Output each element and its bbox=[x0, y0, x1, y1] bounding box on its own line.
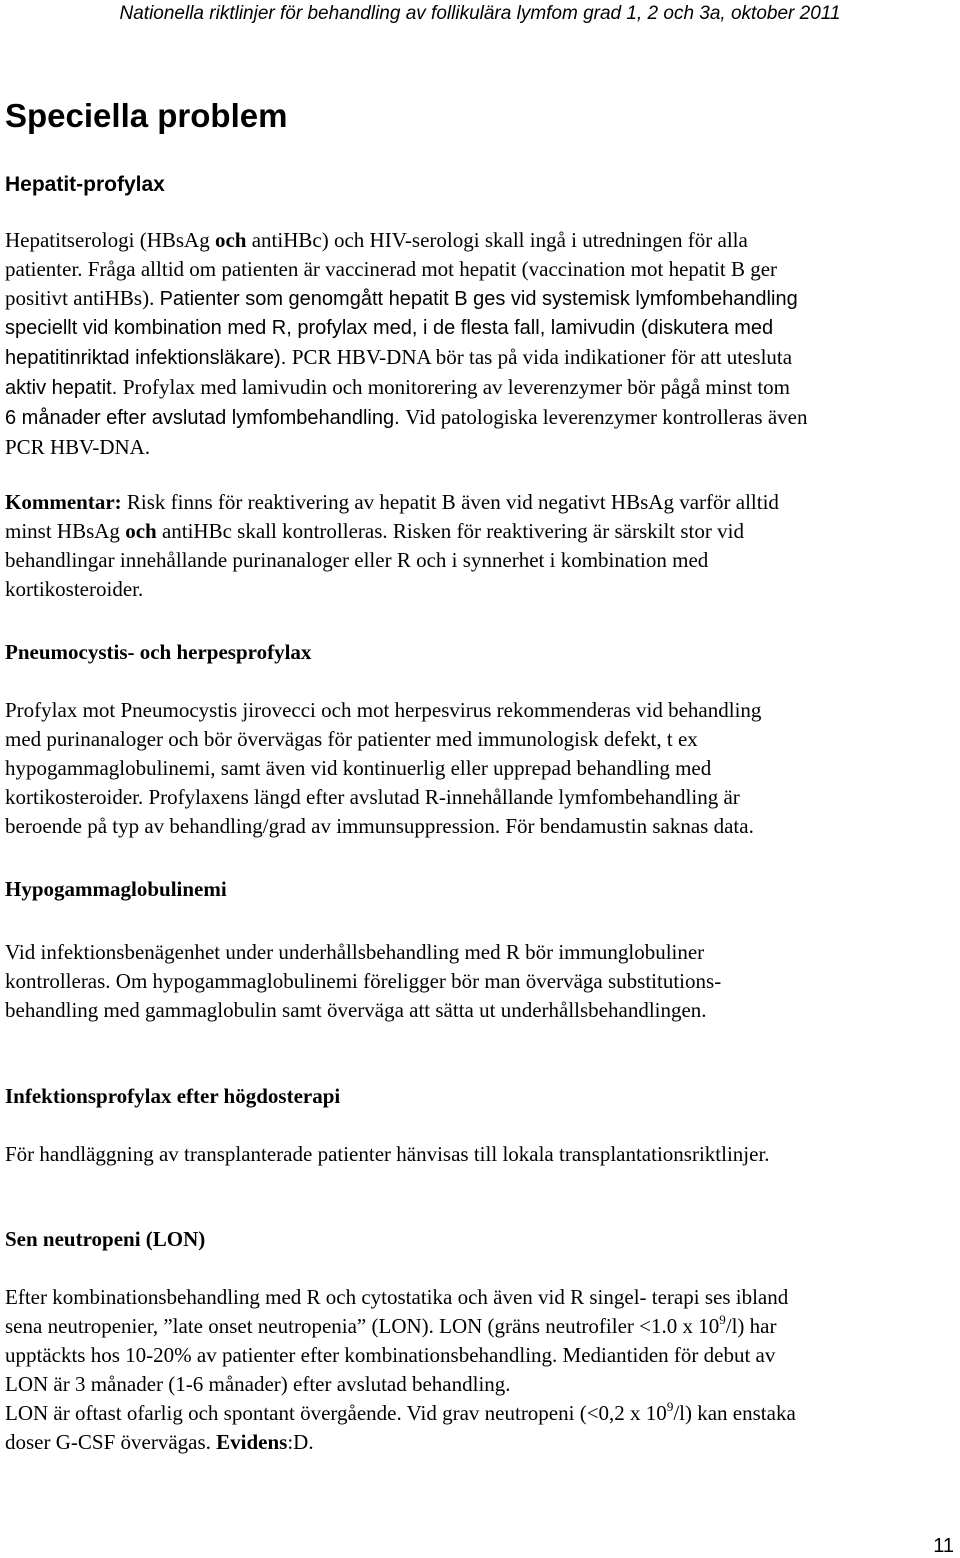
paragraph-hepatit-comment bbox=[5, 488, 957, 604]
text-line: aktiv hepatit. Profylax med lamivudin och monitorering av leverenzymer bör pågå minst tom bbox=[5, 375, 791, 399]
text-line: behandlingar innehållande purinanaloger eller R och i synnerhet i kombination med bbox=[5, 548, 709, 572]
section-heading-hepatit: Hepatit-profylax bbox=[5, 173, 165, 196]
text-line: PCR HBV-DNA. bbox=[5, 435, 151, 459]
text-line: kortikosteroider. bbox=[5, 577, 144, 601]
text-line: positivt antiHBs). Patienter som genomgått hepatit B ges vid systemisk lymfombehandling bbox=[5, 286, 798, 310]
section-heading-sen-neutropeni: Sen neutropeni (LON) bbox=[5, 1227, 206, 1251]
comment-label: Kommentar: bbox=[5, 490, 122, 514]
text-line: hypogammaglobulinemi, samt även vid kontinuerlig eller upprepad behandling med bbox=[5, 756, 712, 780]
text-line: minst HBsAg och antiHBc skall kontrolleras. Risken för reaktivering är särskilt stor vid bbox=[5, 519, 744, 543]
text-line: Kommentar: Risk finns för reaktivering av hepatit B även vid negativt HBsAg varför alltid bbox=[5, 490, 779, 514]
paragraph-sen-neutropeni bbox=[5, 1283, 957, 1457]
section-heading-infektionsprofylax: Infektionsprofylax efter högdosterapi bbox=[5, 1084, 341, 1108]
paragraph-pneumocystis bbox=[5, 696, 957, 841]
text-line: doser G-CSF övervägas. Evidens:D. bbox=[5, 1430, 314, 1454]
paragraph-hypogammaglobulinemi bbox=[5, 938, 957, 1025]
text-line: upptäckts hos 10-20% av patienter efter kombinationsbehandling. Mediantiden för debut av bbox=[5, 1343, 776, 1367]
paragraph-hepatit-serology bbox=[5, 226, 957, 462]
section-heading-hypogammaglobulinemi: Hypogammaglobulinemi bbox=[5, 877, 227, 901]
text-line: behandling med gammaglobulin samt överväga att sätta ut underhållsbehandlingen. bbox=[5, 998, 707, 1022]
evidence-label: Evidens bbox=[216, 1430, 288, 1454]
text-line: Hepatitserologi (HBsAg och antiHBc) och HIV-serologi skall ingå i utredningen för alla bbox=[5, 228, 748, 252]
paragraph-infektionsprofylax bbox=[5, 1140, 957, 1169]
text-line: För handläggning av transplanterade patienter hänvisas till lokala transplantationsriktlinjer. bbox=[5, 1142, 770, 1166]
text-line: Efter kombinationsbehandling med R och cytostatika och även vid R singel- terapi ses ibland bbox=[5, 1285, 789, 1309]
section-heading-pneumocystis: Pneumocystis- och herpesprofylax bbox=[5, 640, 312, 664]
text-line: Profylax mot Pneumocystis jirovecci och mot herpesvirus rekommenderas vid behandling bbox=[5, 698, 762, 722]
text-line: patienter. Fråga alltid om patienten är vaccinerad mot hepatit (vaccination mot hepatit B ger bbox=[5, 257, 778, 281]
text-line: speciellt vid kombination med R, profylax med, i de flesta fall, lamivudin (diskutera med bbox=[5, 317, 774, 339]
page-title: Speciella problem bbox=[5, 97, 288, 134]
text-line: LON är 3 månader (1-6 månader) efter avslutad behandling. bbox=[5, 1372, 511, 1396]
text-line: beroende på typ av behandling/grad av immunsuppression. För bendamustin saknas data. bbox=[5, 814, 754, 838]
text-line: LON är oftast ofarlig och spontant övergående. Vid grav neutropeni (<0,2 x $10^9/l$) kan enstaka bbox=[5, 1399, 796, 1425]
text-line: sena neutropenier, ”late onset neutropenia” (LON). LON (gräns neutrofiler <1.0 x $10^9/l$) har bbox=[5, 1312, 777, 1338]
page-number: 11 bbox=[933, 1535, 954, 1557]
text-line: kontrolleras. Om hypogammaglobulinemi föreligger bör man överväga substitutions- bbox=[5, 969, 722, 993]
text-line: kortikosteroider. Profylaxens längd efter avslutad R-innehållande lymfombehandling är bbox=[5, 785, 740, 809]
text-line: med purinanaloger och bör övervägas för patienter med immunologisk defekt, t ex bbox=[5, 727, 698, 751]
text-line: Vid infektionsbenägenhet under underhållsbehandling med R bör immunglobuliner bbox=[5, 940, 705, 964]
running-header: Nationella riktlinjer för behandling av follikulära lymfom grad 1, 2 och 3a, oktober 2011 bbox=[119, 3, 841, 24]
text-line: hepatitinriktad infektionsläkare). PCR HBV-DNA bör tas på vida indikationer för att utesluta bbox=[5, 345, 793, 369]
text-line: 6 månader efter avslutad lymfombehandling. Vid patologiska leverenzymer kontrolleras även bbox=[5, 405, 808, 429]
